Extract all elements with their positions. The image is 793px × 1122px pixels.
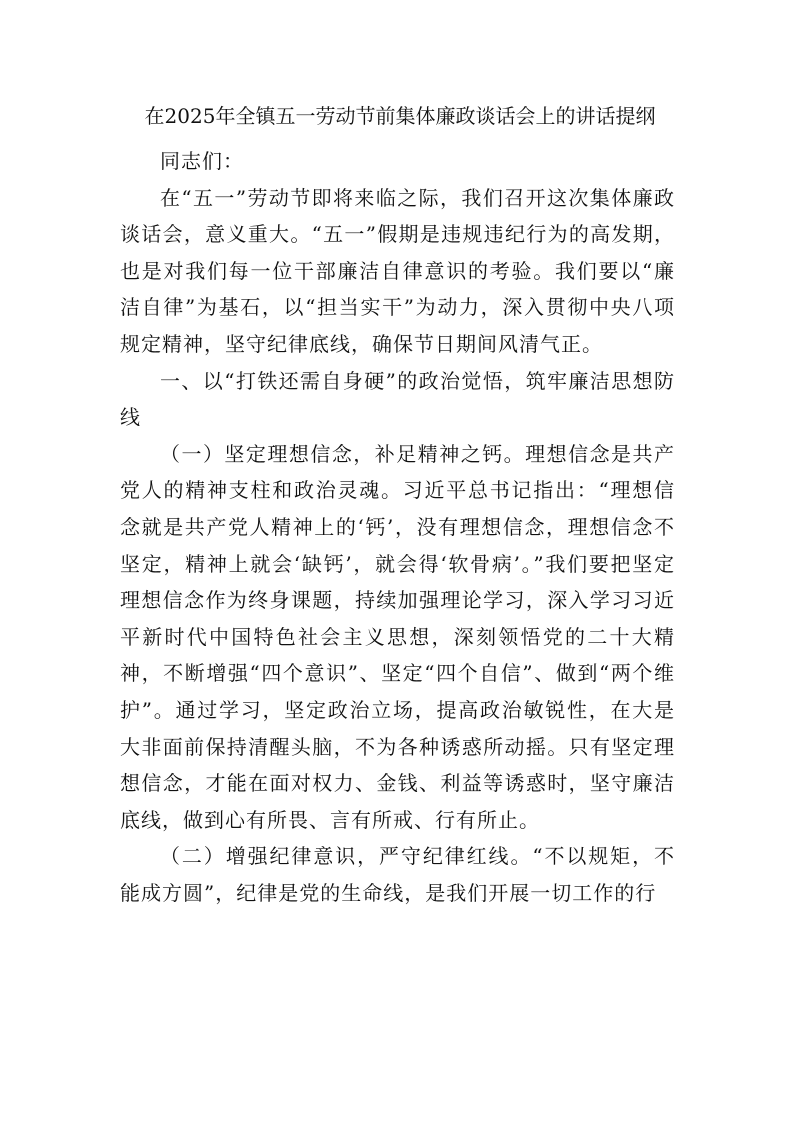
paragraph-subsection-1: （一）坚定理想信念，补足精神之钙。理想信念是共产党人的精神支柱和政治灵魂。习近平总书记指出：“理想信念就是共产党人精神上的‘钙’，没有理想信念，理想信念不坚定，精神上就会‘缺钙’，就会得‘软骨病’。”我们要把坚定理想信念作为终身课题，持续加强理论学习，深入学习习近平新时代中国特色社会主义思想，深刻领悟党的二十大精神，不断增强“四个意识”、坚定“四个自信”、做到“两个维护”。通过学习，坚定政治立场，提高政治敏锐性，在大是大非面前保持清醒头脑，不为各种诱惑所动摇。只有坚定理想信念，才能在面对权力、金钱、利益等诱惑时，坚守廉洁底线，做到心有所畏、言有所戒、行有所止。: [120, 441, 675, 832]
salutation: 同志们：: [160, 149, 244, 173]
document-body: [120, 143, 675, 911]
section-heading-1: 一、以“打铁还需自身硬”的政治觉悟，筑牢廉洁思想防线: [120, 368, 675, 430]
paragraph-subsection-2: （二）增强纪律意识，严守纪律红线。“不以规矩，不能成方圆”，纪律是党的生命线，是我们开展一切工作的行: [120, 844, 675, 905]
document-title: 在2025年全镇五一劳动节前集体廉政谈话会上的讲话提纲: [144, 104, 656, 128]
paragraph-intro: 在“五一”劳动节即将来临之际，我们召开这次集体廉政谈话会，意义重大。“五一”假期是违规违纪行为的高发期，也是对我们每一位干部廉洁自律意识的考验。我们要以“廉洁自律”为基石，以“担当实干”为动力，深入贯彻中央八项规定精神，坚守纪律底线，确保节日期间风清气正。: [120, 185, 675, 356]
